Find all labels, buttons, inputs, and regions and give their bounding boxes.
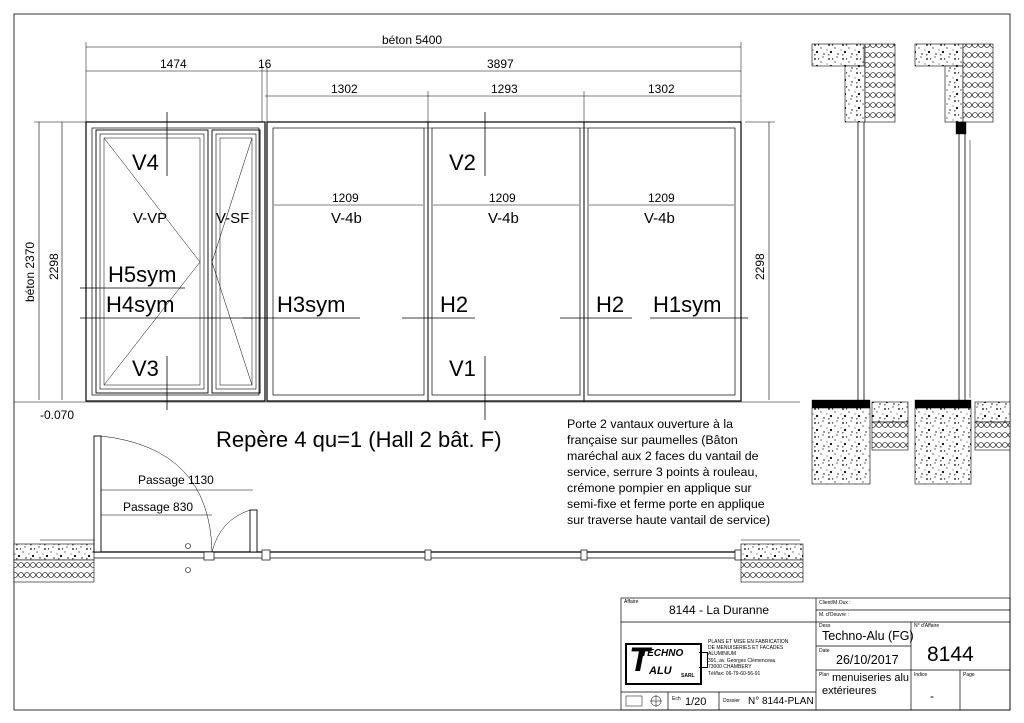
tb-company-line-6: Tél/fax: 06-79-60-56-91	[708, 671, 761, 677]
dim-left-block: 1474	[160, 57, 187, 71]
code-h2-b: H2	[596, 292, 625, 317]
dim-bay-1: 1302	[331, 82, 358, 96]
tb-company-line-4: 391, av. Georges Clémenceau	[708, 658, 776, 664]
dim-joint: 16	[258, 57, 272, 71]
dim-bay-3: 1302	[648, 82, 675, 96]
tb-plan-label: Plan	[819, 672, 830, 678]
code-v4b-1: V-4b	[331, 210, 362, 227]
code-v-vp: V-VP	[133, 210, 168, 227]
code-v1: V1	[449, 356, 476, 381]
tb-num-affaire: 8144	[927, 643, 974, 666]
tb-company-line-5: 73000 CHAMBERY	[708, 664, 752, 670]
tb-dossier: N° 8144-PLAN	[748, 696, 814, 707]
logo-sarl: SARL	[681, 673, 695, 679]
dim-bay-2: 1293	[491, 82, 518, 96]
code-h2-a: H2	[440, 292, 469, 317]
tb-mo-label: M. d'Oeuvre :	[819, 612, 849, 618]
tb-company-line-2: DE MENUISERIES ET FACADES	[708, 645, 784, 651]
dim-passage-1130: Passage 1130	[138, 473, 214, 487]
tb-date-label: Date	[819, 648, 830, 654]
tb-num-affaire-label: N° d'Affaire	[914, 623, 940, 629]
code-v4b-3: V-4b	[644, 210, 675, 227]
drawing-heading: Repère 4 qu=1 (Hall 2 bât. F)	[216, 427, 502, 452]
code-v3: V3	[132, 356, 159, 381]
dim-glass-2: 1209	[489, 191, 516, 205]
code-h4sym: H4sym	[106, 292, 175, 317]
tb-affaire: 8144 - La Duranne	[669, 603, 770, 617]
tb-company-line-3: ALUMINIUM	[708, 651, 737, 657]
logo-text-bottom: ALU	[649, 665, 672, 677]
tb-plan-line1: menuiseries alu	[832, 672, 910, 684]
tb-client-label: Client/M.Oux :	[819, 600, 851, 606]
tb-dess-label: Dess	[819, 623, 831, 629]
tb-indice: -	[930, 689, 934, 703]
code-v-sf: V-SF	[216, 210, 250, 227]
tb-affaire-label: Affaire	[624, 599, 639, 605]
door-description: Porte 2 vantaux ouverture à la française sur paumelles (Bâton maréchal aux 2 faces du vantail de service, serrure 3 points à rouleau, crémone pompier en applique sur semi-fixe et ferme porte en applique sur traverse haute vantail de service)	[567, 417, 771, 527]
code-v2: V2	[449, 150, 476, 175]
tb-page-label: Page	[963, 672, 975, 678]
floor-level: -0.070	[40, 408, 75, 422]
logo-bracket-icon	[699, 652, 708, 668]
tb-company-line-1: PLANS ET MISE EN FABRICATION	[708, 639, 789, 645]
code-v4: V4	[132, 150, 159, 175]
code-h1sym: H1sym	[653, 292, 722, 317]
dim-right-block: 3897	[487, 57, 514, 71]
tb-dess: Techno-Alu (FG)	[822, 629, 914, 643]
section-views	[812, 44, 1010, 484]
dim-height-right: 2298	[753, 253, 767, 280]
tb-date: 26/10/2017	[836, 653, 899, 667]
logo-letter-t: T	[629, 641, 650, 679]
tb-dossier-label: Dossier	[723, 698, 740, 704]
code-h3sym: H3sym	[277, 292, 346, 317]
dim-glass-1: 1209	[332, 191, 359, 205]
dim-height-beton: béton 2370	[23, 241, 37, 302]
company-logo	[625, 643, 702, 685]
code-h5sym: H5sym	[108, 262, 177, 287]
tb-ech: 1/20	[685, 696, 707, 708]
tb-indice-label: Indice	[914, 672, 928, 678]
dim-overall: béton 5400	[382, 33, 443, 47]
dim-passage-830: Passage 830	[123, 500, 194, 514]
dim-glass-3: 1209	[648, 191, 675, 205]
logo-text-top: TECHNO	[641, 648, 684, 659]
tb-ech-label: Ech	[672, 696, 681, 702]
tb-plan-line2: extérieures	[822, 685, 877, 697]
code-v4b-2: V-4b	[488, 210, 519, 227]
dim-height-left: 2298	[47, 253, 61, 280]
